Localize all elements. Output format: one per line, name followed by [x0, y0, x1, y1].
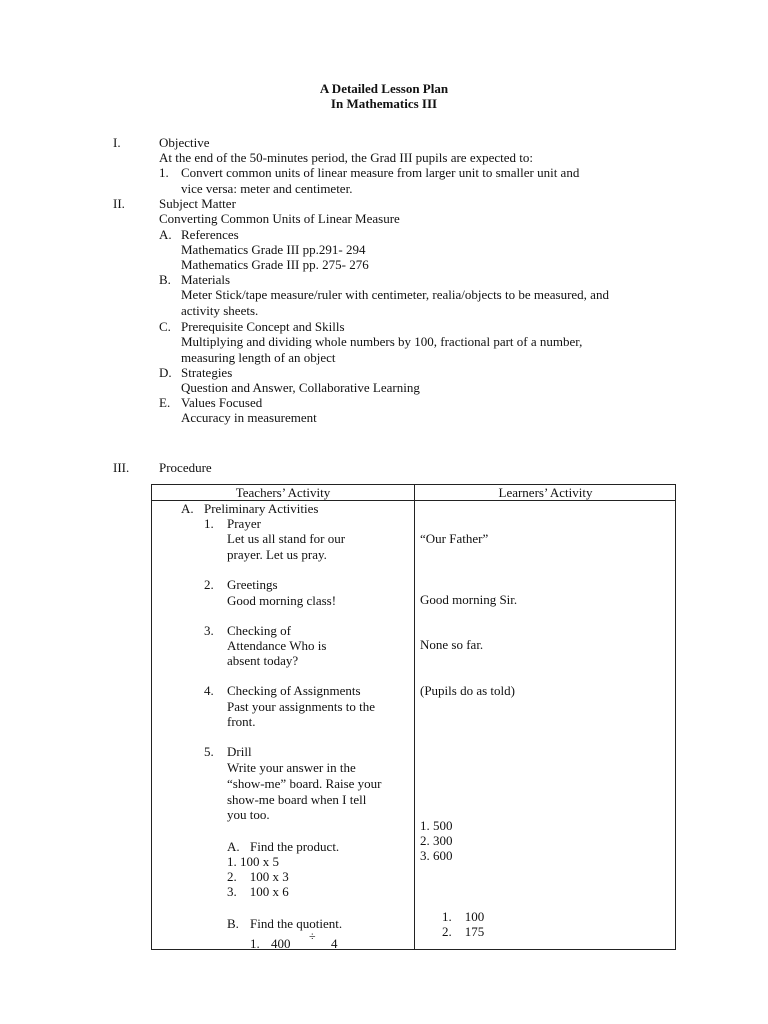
attendance-line2: absent today?: [227, 653, 299, 668]
drill-number: 5.: [204, 744, 214, 759]
quotient-letter: B.: [227, 916, 239, 931]
values-label: Values Focused: [181, 395, 263, 410]
subject-matter-topic: Converting Common Units of Linear Measure: [159, 211, 400, 226]
objective-item-number: 1.: [159, 165, 169, 180]
prerequisite-line2: measuring length of an object: [181, 350, 336, 365]
assignments-line2: front.: [227, 714, 256, 729]
objective-intro: At the end of the 50-minutes period, the Grad III pupils are expected to:: [159, 150, 533, 165]
prerequisite-line1: Multiplying and dividing whole numbers by 100, fractional part of a number,: [181, 334, 583, 349]
product-answer: 2. 300: [420, 833, 453, 848]
strategies-letter: D.: [159, 365, 172, 380]
objective-item-line2: vice versa: meter and centimeter.: [181, 181, 353, 196]
table-column-divider: [414, 485, 415, 949]
section-numeral-procedure: III.: [113, 460, 130, 475]
drill-line3: show-me board when I tell: [227, 792, 367, 807]
preliminary-label: Preliminary Activities: [204, 501, 319, 516]
attendance-number: 3.: [204, 623, 214, 638]
references-line2: Mathematics Grade III pp. 275- 276: [181, 257, 369, 272]
attendance-line1: Attendance Who is: [227, 638, 327, 653]
drill-title: Drill: [227, 744, 252, 759]
assignments-title: Checking of Assignments: [227, 683, 361, 698]
materials-label: Materials: [181, 272, 231, 287]
references-label: References: [181, 227, 239, 242]
values-line1: Accuracy in measurement: [181, 410, 317, 425]
drill-line1: Write your answer in the: [227, 760, 356, 775]
quotient-item-dividend: 400: [271, 936, 291, 951]
procedure-heading: Procedure: [159, 460, 212, 475]
references-line1: Mathematics Grade III pp.291- 294: [181, 242, 366, 257]
teacher-activity-header: Teachers’ Activity: [235, 485, 331, 500]
prayer-line2: prayer. Let us pray.: [227, 547, 327, 562]
prayer-response: “Our Father”: [420, 531, 489, 546]
greetings-title: Greetings: [227, 577, 278, 592]
preliminary-letter: A.: [181, 501, 194, 516]
greetings-number: 2.: [204, 577, 214, 592]
product-answer: 3. 600: [420, 848, 453, 863]
prayer-line1: Let us all stand for our: [227, 531, 346, 546]
materials-line1: Meter Stick/tape measure/ruler with centimeter, realia/objects to be measured, and: [181, 287, 609, 302]
learner-activity-header: Learners’ Activity: [498, 485, 593, 500]
section-numeral-objective: I.: [113, 135, 121, 150]
values-letter: E.: [159, 395, 171, 410]
drill-line4: you too.: [227, 807, 270, 822]
product-letter: A.: [227, 839, 240, 854]
objective-item-line1: Convert common units of linear measure from larger unit to smaller unit and: [181, 165, 580, 180]
quotient-item-divisor: 4: [331, 936, 338, 951]
product-label: Find the product.: [250, 839, 340, 854]
strategies-label: Strategies: [181, 365, 233, 380]
references-letter: A.: [159, 227, 172, 242]
prerequisite-label: Prerequisite Concept and Skills: [181, 319, 345, 334]
quotient-answer: 2. 175: [442, 924, 485, 939]
materials-letter: B.: [159, 272, 171, 287]
prerequisite-letter: C.: [159, 319, 171, 334]
product-item: 2. 100 x 3: [227, 869, 289, 884]
strategies-line1: Question and Answer, Collaborative Learning: [181, 380, 420, 395]
drill-line2: “show-me” board. Raise your: [227, 776, 382, 791]
assignments-number: 4.: [204, 683, 214, 698]
procedure-table: [151, 484, 676, 950]
product-item: 1. 100 x 5: [227, 854, 279, 869]
objective-heading: Objective: [159, 135, 210, 150]
document-subtitle: In Mathematics III: [330, 96, 438, 111]
attendance-title: Checking of: [227, 623, 291, 638]
subject-matter-heading: Subject Matter: [159, 196, 236, 211]
prayer-title: Prayer: [227, 516, 261, 531]
greetings-response: Good morning Sir.: [420, 592, 518, 607]
product-item: 3. 100 x 6: [227, 884, 289, 899]
product-answer: 1. 500: [420, 818, 453, 833]
assignments-line1: Past your assignments to the: [227, 699, 376, 714]
prayer-number: 1.: [204, 516, 214, 531]
greetings-line1: Good morning class!: [227, 593, 337, 608]
materials-line2: activity sheets.: [181, 303, 259, 318]
attendance-response: None so far.: [420, 637, 484, 652]
section-numeral-subject-matter: II.: [113, 196, 125, 211]
assignments-response: (Pupils do as told): [420, 683, 515, 698]
quotient-answer: 1. 100: [442, 909, 485, 924]
quotient-label: Find the quotient.: [250, 916, 343, 931]
document-title: A Detailed Lesson Plan: [319, 81, 449, 96]
division-sign-icon: ÷: [309, 929, 316, 943]
quotient-item-number: 1.: [250, 936, 260, 951]
